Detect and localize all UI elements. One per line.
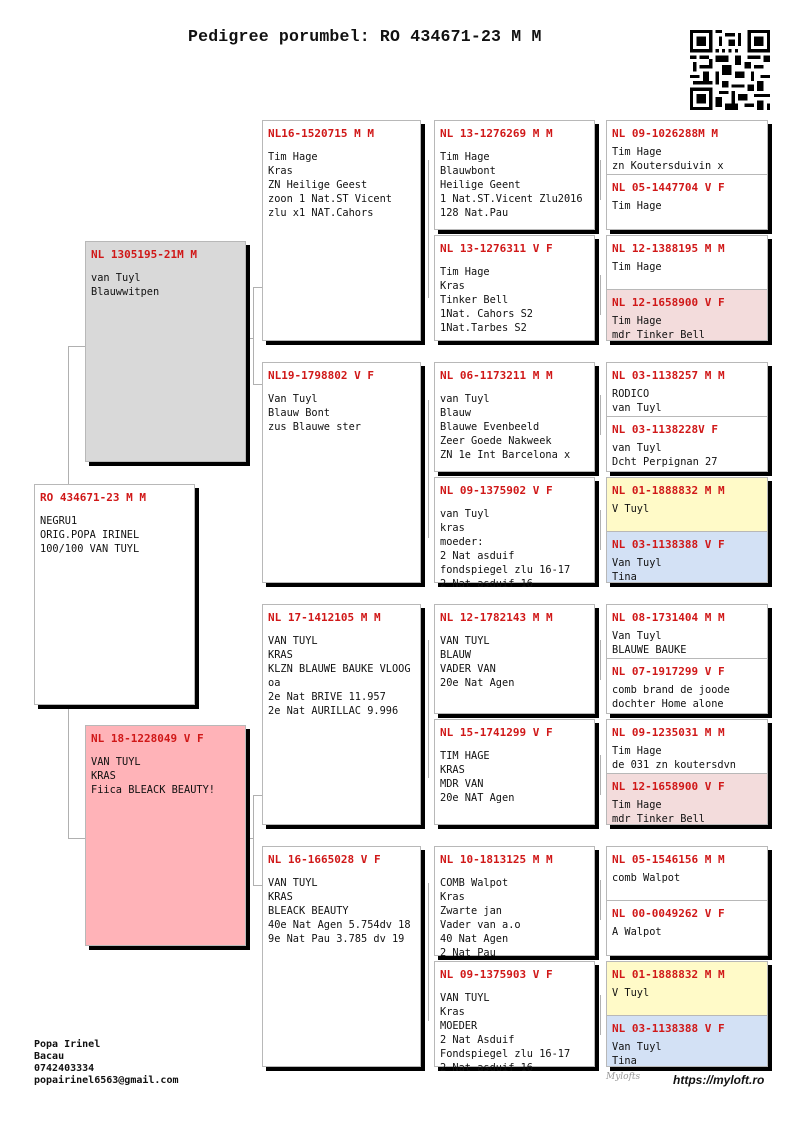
ancestor-pair-card	[606, 120, 768, 230]
ancestor-pair-card	[606, 235, 768, 341]
connector	[68, 838, 86, 839]
pigeon-info: TIM HAGE KRAS MDR VAN 20e NAT Agen	[440, 750, 515, 804]
subject-card	[34, 484, 195, 705]
ring-number: NL 10-1813125 M M	[440, 853, 553, 866]
connector	[245, 338, 253, 339]
ancestor-pair-card	[606, 961, 768, 1067]
pigeon-info: van Tuyl Dcht Perpignan 27	[612, 442, 718, 468]
pigeon-info: V Tuyl	[612, 503, 650, 515]
connector	[428, 883, 429, 1021]
pigeon-info: VAN TUYL Kras MOEDER 2 Nat Asduif Fondspiegel zlu 16-17 2 Nat asduif 16	[440, 992, 571, 1074]
great-grandparent-card	[434, 120, 595, 230]
pigeon-info: Tim Hage Kras Tinker Bell 1Nat. Cahors S2 1Nat.Tarbes S2	[440, 266, 533, 334]
ring-number: NL 12-1388195 M M	[612, 242, 725, 255]
ring-number: NL 03-1138388 V F	[612, 538, 725, 551]
pigeon-info: Tim Hage	[612, 200, 662, 212]
ring-number: NL 18-1228049 V F	[91, 732, 204, 745]
pigeon-info: VAN TUYL KRAS BLEACK BEAUTY 40e Nat Agen 5.754dv 18 9e Nat Pau 3.785 dv 19	[268, 877, 411, 945]
pigeon-info: VAN TUYL BLAUW VADER VAN 20e Nat Agen	[440, 635, 515, 689]
pigeon-info: NEGRU1 ORIG.POPA IRINEL 100/100 VAN TUYL	[40, 515, 140, 555]
ring-number: NL 09-1235031 M M	[612, 726, 725, 739]
ancestor-pair-card	[606, 719, 768, 825]
connector	[253, 795, 254, 885]
ancestor-pair-card	[606, 362, 768, 472]
connector	[600, 275, 601, 315]
grandparent-card	[262, 362, 421, 583]
pigeon-info: A Walpot	[612, 926, 662, 938]
ring-number: NL 17-1412105 M M	[268, 611, 381, 624]
great-grandparent-card	[434, 961, 595, 1074]
ring-number: NL 01-1888832 M M	[612, 968, 725, 981]
signature-logo: Mylofts	[606, 1072, 641, 1082]
ring-number: NL 03-1138228V F	[612, 423, 718, 436]
pigeon-info: Tim Hage Blauwbont Heilige Geent 1 Nat.ST.Vicent Zlu2016 128 Nat.Pau	[440, 151, 583, 219]
breeder-phone: 0742403334	[34, 1063, 95, 1074]
ring-number: NL19-1798802 V F	[268, 369, 374, 382]
ring-number: NL 00-0049262 V F	[612, 907, 725, 920]
grandparent-card	[262, 120, 421, 341]
pigeon-info: VAN TUYL KRAS Fiica BLEACK BEAUTY!	[91, 756, 215, 796]
connector	[428, 160, 429, 298]
connector	[600, 995, 601, 1035]
dam-card	[85, 725, 246, 946]
pigeon-info: Van Tuyl Tina	[612, 1041, 662, 1067]
pigeon-info: Tim Hage mdr Tinker Bell	[612, 315, 705, 341]
pigeon-info: VAN TUYL KRAS KLZN BLAUWE BAUKE VLOOG oa 2e Nat BRIVE 11.957 2e Nat AURILLAC 9.996	[268, 635, 411, 717]
ring-number: NL 09-1026288M M	[612, 127, 718, 140]
connector	[600, 640, 601, 680]
ring-number: NL 12-1658900 V F	[612, 296, 725, 309]
ring-number: NL16-1520715 M M	[268, 127, 374, 140]
pigeon-info: Van Tuyl BLAUWE BAUKE	[612, 630, 687, 656]
pigeon-info: van Tuyl kras moeder: 2 Nat asduif fondspiegel zlu 16-17 2 Nat asduif 16	[440, 508, 571, 590]
pigeon-info: van Tuyl Blauw Blauwe Evenbeeld Zeer Goede Nakweek ZN 1e Int Barcelona x	[440, 393, 571, 461]
ring-number: NL 09-1375903 V F	[440, 968, 553, 981]
pigeon-info: Van Tuyl Tina	[612, 557, 662, 583]
connector	[68, 346, 86, 347]
ring-number: NL 13-1276269 M M	[440, 127, 553, 140]
great-grandparent-card	[434, 235, 595, 341]
great-grandparent-card	[434, 477, 595, 590]
breeder-email: popairinel6563@gmail.com	[34, 1075, 179, 1086]
ring-number: NL 08-1731404 M M	[612, 611, 725, 624]
breeder-name: Popa Irinel	[34, 1039, 101, 1050]
ring-number: NL 01-1888832 M M	[612, 484, 725, 497]
sire-card	[85, 241, 246, 462]
pigeon-info: comb Walpot	[612, 872, 681, 884]
ring-number: NL 09-1375902 V F	[440, 484, 553, 497]
ring-number: NL 03-1138257 M M	[612, 369, 725, 382]
qr-code-icon	[690, 30, 770, 110]
ring-number: NL 15-1741299 V F	[440, 726, 553, 739]
great-grandparent-card	[434, 604, 595, 714]
ring-number: NL 07-1917299 V F	[612, 665, 725, 678]
pigeon-info: COMB Walpot Kras Zwarte jan Vader van a.o 40 Nat Agen 2 Nat Pau	[440, 877, 521, 959]
connector	[600, 755, 601, 795]
pigeon-info: Tim Hage mdr Tinker Bell	[612, 799, 705, 825]
connector	[600, 160, 601, 200]
pigeon-info: Tim Hage zn Koutersduivin x	[612, 146, 724, 172]
ring-number: NL 03-1138388 V F	[612, 1022, 725, 1035]
connector	[600, 880, 601, 920]
breeder-city: Bacau	[34, 1051, 65, 1062]
pigeon-info: Tim Hage Kras ZN Heilige Geest zoon 1 Nat.ST Vicent zlu x1 NAT.Cahors	[268, 151, 392, 219]
ring-number: NL 16-1665028 V F	[268, 853, 381, 866]
pigeon-info: Van Tuyl Blauw Bont zus Blauwe ster	[268, 393, 361, 433]
grandparent-card	[262, 604, 421, 825]
breeder-contact	[34, 1039, 179, 1087]
pigeon-info: V Tuyl	[612, 987, 650, 999]
pigeon-info: RODICO van Tuyl	[612, 388, 662, 414]
ring-number: NL 06-1173211 M M	[440, 369, 553, 382]
grandparent-card	[262, 846, 421, 1067]
pigeon-info: van Tuyl Blauwwitpen	[91, 272, 160, 298]
pigeon-info: comb brand de joode dochter Home alone	[612, 684, 730, 710]
ancestor-pair-card	[606, 604, 768, 714]
connector	[253, 287, 254, 384]
connector	[428, 640, 429, 778]
ancestor-pair-card	[606, 477, 768, 583]
ring-number: NL 05-1546156 M M	[612, 853, 725, 866]
pigeon-info: Tim Hage	[612, 261, 662, 273]
connector	[600, 395, 601, 435]
ring-number: NL 12-1782143 M M	[440, 611, 553, 624]
page-title: Pedigree porumbel: RO 434671-23 M M	[188, 27, 542, 46]
website-link[interactable]: https://myloft.ro	[673, 1073, 765, 1087]
ancestor-pair-card	[606, 846, 768, 956]
great-grandparent-card	[434, 362, 595, 472]
connector	[245, 838, 253, 839]
great-grandparent-card	[434, 719, 595, 825]
ring-number: NL 1305195-21M M	[91, 248, 197, 261]
pigeon-info: Tim Hage de 031 zn koutersdvn	[612, 745, 736, 771]
ring-number: RO 434671-23 M M	[40, 491, 146, 504]
great-grandparent-card	[434, 846, 595, 959]
ring-number: NL 13-1276311 V F	[440, 242, 553, 255]
ring-number: NL 12-1658900 V F	[612, 780, 725, 793]
connector	[600, 510, 601, 550]
connector	[428, 400, 429, 538]
ring-number: NL 05-1447704 V F	[612, 181, 725, 194]
